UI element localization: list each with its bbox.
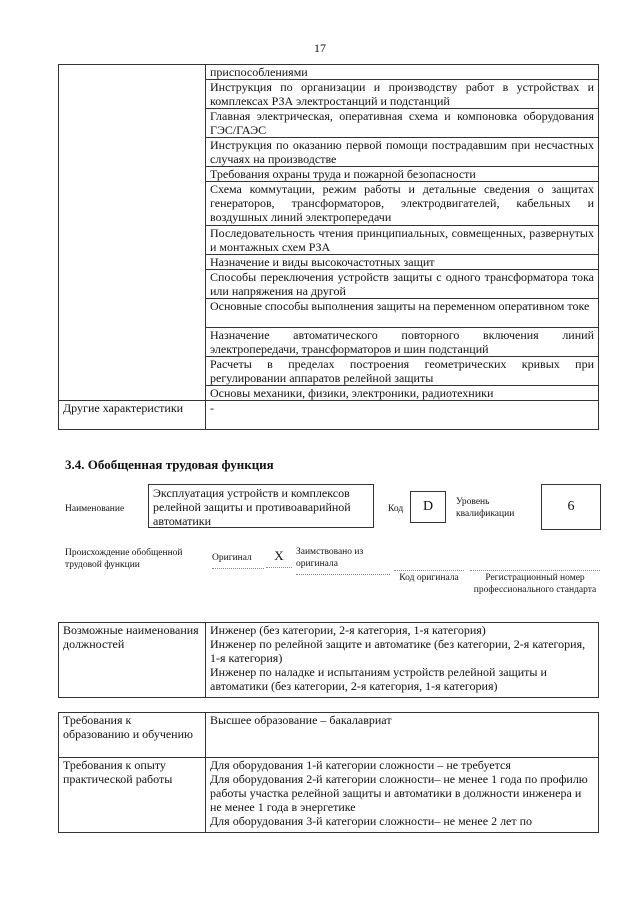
knowledge-row: Инструкция по оказанию первой помощи пострадавшим при несчастных случаях на производстве <box>206 138 599 167</box>
function-name-box <box>148 484 374 528</box>
knowledge-row: Схема коммутации, режим работы и детальные сведения о защитах генераторов, трансформаторов, электродвигателей, кабельных и воздушных линий электропередачи <box>206 182 599 226</box>
origin-label: Происхождение обобщенной трудовой функции <box>65 548 183 570</box>
code-original-label: Код оригинала <box>399 573 459 583</box>
education-value: Высшее образование – бакалавриат <box>206 713 599 758</box>
knowledge-row: Основные способы выполнения защиты на переменном оперативном токе <box>206 299 599 328</box>
code-original-field <box>394 570 464 571</box>
name-label: Наименование <box>65 504 125 514</box>
knowledge-table <box>58 64 599 430</box>
other-characteristics-label: Другие характеристики <box>59 401 206 430</box>
knowledge-row: Инструкция по организации и производству работ в устройствах и комплексах РЗА электростанций и подстанций <box>206 80 599 109</box>
level-label: Уровень квалификации <box>456 497 515 519</box>
knowledge-row: Назначение и виды высокочастотных защит <box>206 255 599 270</box>
positions-table <box>58 622 599 698</box>
experience-item: Для оборудования 3-й категории сложности– не менее 2 лет по <box>210 814 533 828</box>
knowledge-row: Последовательность чтения принципиальных, совмещенных, развернутых и монтажных схем РЗА <box>206 226 599 255</box>
knowledge-row: Основы механики, физики, электроники, радиотехники <box>206 386 599 401</box>
knowledge-row: Главная электрическая, оперативная схема и компоновка оборудования ГЭС/ГАЭС <box>206 109 599 138</box>
borrowed-label: Заимствовано из оригинала <box>296 546 390 575</box>
position-item: Инженер (без категории, 2-я категория, 1-я категория) <box>210 623 486 637</box>
section-title: 3.4. Обобщенная трудовая функция <box>65 457 274 472</box>
page-number: 17 <box>314 41 326 55</box>
position-item: Инженер по релейной защите и автоматике (без категории, 2-я категория, 1-я категория) <box>210 637 586 665</box>
original-label: Оригинал <box>212 552 264 569</box>
knowledge-row: приспособлениями <box>206 65 599 80</box>
other-characteristics-value: - <box>206 401 599 430</box>
knowledge-row: Расчеты в пределах построения геометрических кривых при регулировании аппаратов релейной защиты <box>206 357 599 386</box>
positions-values <box>206 623 599 698</box>
experience-item: Для оборудования 1-й категории сложности – не требуется <box>210 758 511 772</box>
knowledge-label-cell <box>59 65 206 401</box>
code-value: D <box>422 499 434 514</box>
code-label: Код <box>388 504 404 514</box>
education-label: Требования к образованию и обучению <box>59 713 206 758</box>
level-box <box>541 484 601 530</box>
code-box <box>410 491 446 523</box>
original-mark: X <box>266 548 292 568</box>
experience-values <box>206 758 599 833</box>
experience-item: Для оборудования 2-й категории сложности– не менее 1 года по профилю работы участка релейной защиты и автоматики в должности инженера и не менее 1 года в энергетике <box>210 772 588 814</box>
knowledge-row: Способы переключения устройств защиты с одного трансформатора тока или напряжения на другой <box>206 270 599 299</box>
reg-number-label: Регистрационный номер профессионального стандарта <box>473 573 597 595</box>
reg-number-field <box>470 570 600 571</box>
knowledge-row: Назначение автоматического повторного включения линий электропередачи, трансформаторов и шин подстанций <box>206 328 599 357</box>
knowledge-row: Требования охраны труда и пожарной безопасности <box>206 167 599 182</box>
function-name-value: Эксплуатация устройств и комплексов релейной защиты и противоаварийной автоматики <box>153 486 351 528</box>
positions-label: Возможные наименования должностей <box>59 623 206 698</box>
requirements-table <box>58 712 599 833</box>
level-value: 6 <box>567 499 575 514</box>
experience-label: Требования к опыту практической работы <box>59 758 206 833</box>
position-item: Инженер по наладке и испытаниям устройств релейной защиты и автоматики (без категории, 2-я категория, 1-я категория) <box>210 665 547 693</box>
